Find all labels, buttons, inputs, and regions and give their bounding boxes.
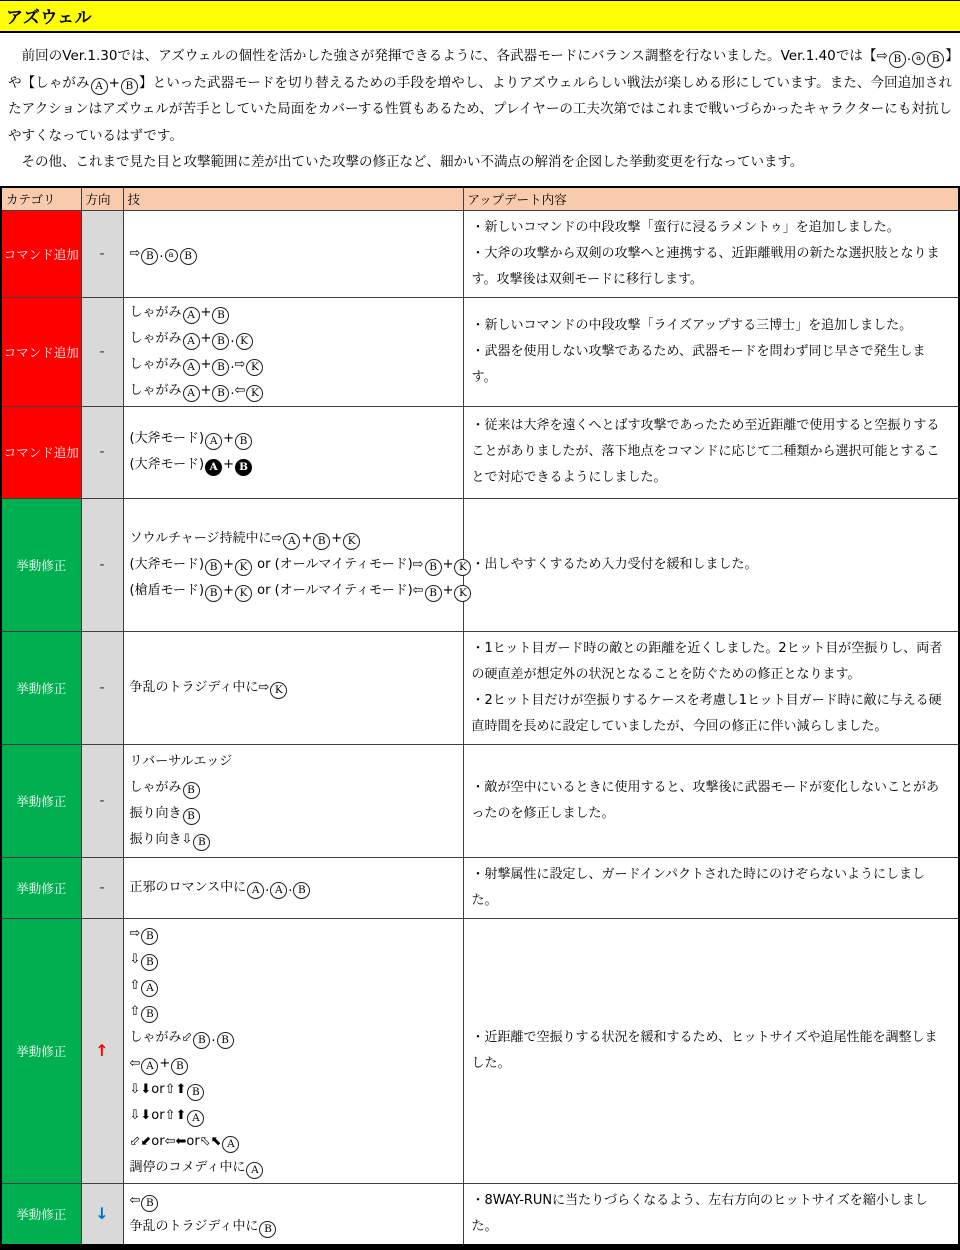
- move-command: 争乱のトラジディ中に⇨ K: [130, 675, 457, 701]
- update-cell: [463, 210, 959, 297]
- header-move: 技: [123, 187, 463, 211]
- direction-cell: [81, 210, 123, 297]
- button-b-icon: B: [889, 51, 906, 68]
- update-note: ・新しいコマンドの中段攻撃「蛮行に浸るラメントゥ」を追加しました。: [472, 215, 951, 241]
- button-b-icon: B: [313, 533, 330, 550]
- button-k-icon: K: [235, 559, 252, 576]
- button-b-icon: B: [141, 248, 158, 265]
- button-a-icon: A: [247, 882, 264, 899]
- slide-button-a-icon: a: [912, 52, 925, 65]
- direction-dash: -: [99, 880, 104, 896]
- update-cell: [463, 857, 959, 918]
- direction-cell: [81, 406, 123, 498]
- table-body: [1, 210, 959, 1247]
- table-row: [1, 210, 959, 297]
- button-a-icon: A: [183, 359, 200, 376]
- move-cell: [123, 210, 463, 297]
- button-b-icon: B: [205, 559, 222, 576]
- move-command: ⇩⬇or⇧⬆ A: [130, 1103, 457, 1129]
- intro-paragraph: その他、これまで見た目と攻撃範囲に差が出ていた攻撃の修正など、細かい不満点の解消を企図した挙動変更を行なっています。: [8, 149, 952, 176]
- move-command: しゃがみ B: [130, 775, 457, 801]
- direction-dash: -: [99, 444, 104, 460]
- button-a-icon: A: [187, 1110, 204, 1127]
- button-a-icon: A: [183, 333, 200, 350]
- move-command: 争乱のトラジディ中に B: [130, 1214, 457, 1240]
- move-command: しゃがみ A + B . K: [130, 326, 457, 352]
- hold-button-a-icon: A: [205, 459, 222, 476]
- button-b-icon: B: [212, 359, 229, 376]
- button-k-icon: K: [235, 585, 252, 602]
- move-cell: [123, 744, 463, 857]
- table-row: [1, 857, 959, 918]
- button-b-icon: B: [141, 1006, 158, 1023]
- table-row: [1, 297, 959, 406]
- move-command: しゃがみ A + B: [130, 300, 457, 326]
- page-title: アズウェル: [0, 0, 960, 33]
- move-cell: [123, 297, 463, 406]
- button-a-icon: A: [270, 882, 287, 899]
- move-command: ⇧ B: [130, 999, 457, 1025]
- button-a-icon: A: [283, 533, 300, 550]
- update-note: ・敵が空中にいるときに使用すると、攻撃後に武器モードが変化しないことがあったのを修正しました。: [472, 775, 951, 827]
- nerf-down-arrow-icon: ↓: [95, 1204, 108, 1223]
- button-b-icon: B: [927, 51, 944, 68]
- table-row: [1, 744, 959, 857]
- move-command: 振り向き B: [130, 801, 457, 827]
- button-b-icon: B: [193, 834, 210, 851]
- button-k-icon: K: [343, 533, 360, 550]
- category-cell: 挙動修正: [1, 918, 81, 1183]
- table-row: [1, 1183, 959, 1247]
- hold-button-b-icon: B: [235, 459, 252, 476]
- update-cell: [463, 406, 959, 498]
- category-cell: コマンド追加: [1, 297, 81, 406]
- direction-cell: [81, 857, 123, 918]
- move-command: (大斧モード) A + B: [130, 452, 457, 478]
- intro-text: [0, 33, 960, 180]
- move-command: しゃがみ A + B .⇦ K: [130, 378, 457, 404]
- move-command: (大斧モード) A + B: [130, 426, 457, 452]
- button-b-icon: B: [235, 433, 252, 450]
- direction-cell: [81, 297, 123, 406]
- direction-cell: [81, 1183, 123, 1247]
- button-b-icon: B: [180, 248, 197, 265]
- button-a-icon: A: [183, 385, 200, 402]
- button-b-icon: B: [141, 954, 158, 971]
- move-command: ソウルチャージ持続中に⇨ A + B + K: [130, 526, 457, 552]
- category-cell: 挙動修正: [1, 631, 81, 744]
- update-note: ・武器を使用しない攻撃であるため、武器モードを問わず同じ早さで発生します。: [472, 339, 951, 391]
- button-b-icon: B: [187, 1084, 204, 1101]
- patch-table: [0, 186, 960, 1250]
- move-command: ⇨ B: [130, 921, 457, 947]
- update-note: ・近距離で空振りする状況を緩和するため、ヒットサイズや追尾性能を調整しました。: [472, 1025, 951, 1077]
- category-cell: 挙動修正: [1, 498, 81, 631]
- move-command: (槍盾モード) B + K or (オールマイティモード)⇦ B + K: [130, 578, 457, 604]
- move-cell: [123, 918, 463, 1183]
- button-a-icon: A: [246, 1162, 263, 1179]
- direction-cell: [81, 918, 123, 1183]
- update-cell: [463, 297, 959, 406]
- move-command: しゃがみ A + B .⇨ K: [130, 352, 457, 378]
- move-command: 振り向き⇩ B: [130, 827, 457, 853]
- direction-cell: [81, 631, 123, 744]
- button-k-icon: K: [454, 559, 471, 576]
- button-k-icon: K: [246, 359, 263, 376]
- button-b-icon: B: [217, 1032, 234, 1049]
- header-direction: 方向: [81, 187, 123, 211]
- move-cell: [123, 1183, 463, 1247]
- update-cell: [463, 498, 959, 631]
- button-b-icon: B: [212, 385, 229, 402]
- update-note: ・大斧の攻撃から双剣の攻撃へと連携する、近距離戦用の新たな選択肢となります。攻撃後は双剣モードに移行します。: [472, 241, 951, 293]
- button-b-icon: B: [293, 882, 310, 899]
- button-b-icon: B: [183, 782, 200, 799]
- move-command: 正邪のロマンス中に A . A . B: [130, 875, 457, 901]
- category-cell: 挙動修正: [1, 1183, 81, 1247]
- button-b-icon: B: [141, 1195, 158, 1212]
- direction-cell: [81, 498, 123, 631]
- move-command: ⇦ A + B: [130, 1051, 457, 1077]
- move-command: ⬃⬋or⇦⬅or⬁⬉ A: [130, 1129, 457, 1155]
- move-command: リバーサルエッジ: [130, 749, 457, 775]
- direction-dash: -: [99, 344, 104, 360]
- move-command: 調停のコメディ中に A: [130, 1155, 457, 1181]
- move-cell: [123, 406, 463, 498]
- header-update: アップデート内容: [463, 187, 959, 211]
- update-note: ・新しいコマンドの中段攻撃「ライズアップする三博士」を追加しました。: [472, 313, 951, 339]
- table-row: [1, 406, 959, 498]
- button-k-icon: K: [270, 682, 287, 699]
- button-b-icon: B: [259, 1221, 276, 1238]
- button-a-icon: A: [141, 980, 158, 997]
- button-b-icon: B: [425, 559, 442, 576]
- button-b-icon: B: [212, 307, 229, 324]
- move-command: (大斧モード) B + K or (オールマイティモード)⇨ B + K: [130, 552, 457, 578]
- move-command: ⇨ B . a B: [130, 241, 457, 267]
- button-b-icon: B: [183, 808, 200, 825]
- button-a-icon: A: [141, 1058, 158, 1075]
- direction-dash: -: [99, 557, 104, 573]
- button-b-icon: B: [212, 333, 229, 350]
- category-cell: 挙動修正: [1, 744, 81, 857]
- direction-dash: -: [99, 680, 104, 696]
- intro-paragraph: 前回のVer.1.30では、アズウェルの個性を活かした強さが発揮できるように、各武器モードにバランス調整を行ないました。Ver.1.40では【⇨ B . a B 】や【しゃがみ A + B 】といった武器モードを切り替えるための手段を増やし、よりアズウェルらしい戦法が楽しめる形にしています。また、今回追加されたアクションはアズウェルが苦手としていた局面をカバーする性質もあるため、プレイヤーの工夫次第ではこれまで戦いづらかったキャラクターにも対抗しやすくなっているはずです。: [8, 43, 952, 149]
- button-a-icon: A: [222, 1136, 239, 1153]
- direction-cell: [81, 744, 123, 857]
- button-b-icon: B: [171, 1058, 188, 1075]
- button-a-icon: A: [91, 78, 108, 95]
- update-cell: [463, 631, 959, 744]
- table-row: [1, 498, 959, 631]
- move-command: しゃがみ⬃ B . B: [130, 1025, 457, 1051]
- update-note: ・従来は大斧を遠くへとばす攻撃であったため至近距離で使用すると空振りすることがありましたが、落下地点をコマンドに応じて二種類から選択可能とすることで対応できるようにしました。: [472, 413, 951, 491]
- move-command: ⇩ B: [130, 947, 457, 973]
- button-a-icon: A: [183, 307, 200, 324]
- category-cell: 挙動修正: [1, 857, 81, 918]
- update-cell: [463, 1183, 959, 1247]
- button-k-icon: K: [246, 385, 263, 402]
- direction-dash: -: [99, 793, 104, 809]
- header-category: カテゴリ: [1, 187, 81, 211]
- button-b-icon: B: [121, 78, 138, 95]
- table-row: [1, 918, 959, 1183]
- move-cell: [123, 631, 463, 744]
- category-cell: コマンド追加: [1, 406, 81, 498]
- button-a-icon: A: [205, 433, 222, 450]
- update-note: ・2ヒット目だけが空振りするケースを考慮し1ヒット目ガード時に敵に与える硬直時間を長めに設定していましたが、今回の修正に伴い減らしました。: [472, 688, 951, 740]
- button-b-icon: B: [193, 1032, 210, 1049]
- button-b-icon: B: [425, 585, 442, 602]
- move-cell: [123, 498, 463, 631]
- slide-button-a-icon: a: [165, 249, 178, 262]
- category-cell: コマンド追加: [1, 210, 81, 297]
- buff-up-arrow-icon: ↑: [95, 1041, 108, 1060]
- update-note: ・射撃属性に設定し、ガードインパクトされた時にのけぞらないようにしました。: [472, 862, 951, 914]
- move-command: ⇦ B: [130, 1188, 457, 1214]
- update-cell: [463, 918, 959, 1183]
- button-k-icon: K: [454, 585, 471, 602]
- table-row: [1, 631, 959, 744]
- direction-dash: -: [99, 246, 104, 262]
- table-header-row: [1, 187, 959, 211]
- update-note: ・1ヒット目ガード時の敵との距離を近くしました。2ヒット目が空振りし、両者の硬直差が想定外の状況となることを防ぐための修正となります。: [472, 636, 951, 688]
- update-cell: [463, 744, 959, 857]
- move-cell: [123, 857, 463, 918]
- move-command: ⇩⬇or⇧⬆ B: [130, 1077, 457, 1103]
- update-note: ・8WAY-RUNに当たりづらくなるよう、左右方向のヒットサイズを縮小しました。: [472, 1188, 951, 1240]
- button-k-icon: K: [236, 333, 253, 350]
- move-command: ⇧ A: [130, 973, 457, 999]
- update-note: ・出しやすくするため入力受付を緩和しました。: [472, 552, 951, 578]
- button-b-icon: B: [205, 585, 222, 602]
- button-b-icon: B: [141, 928, 158, 945]
